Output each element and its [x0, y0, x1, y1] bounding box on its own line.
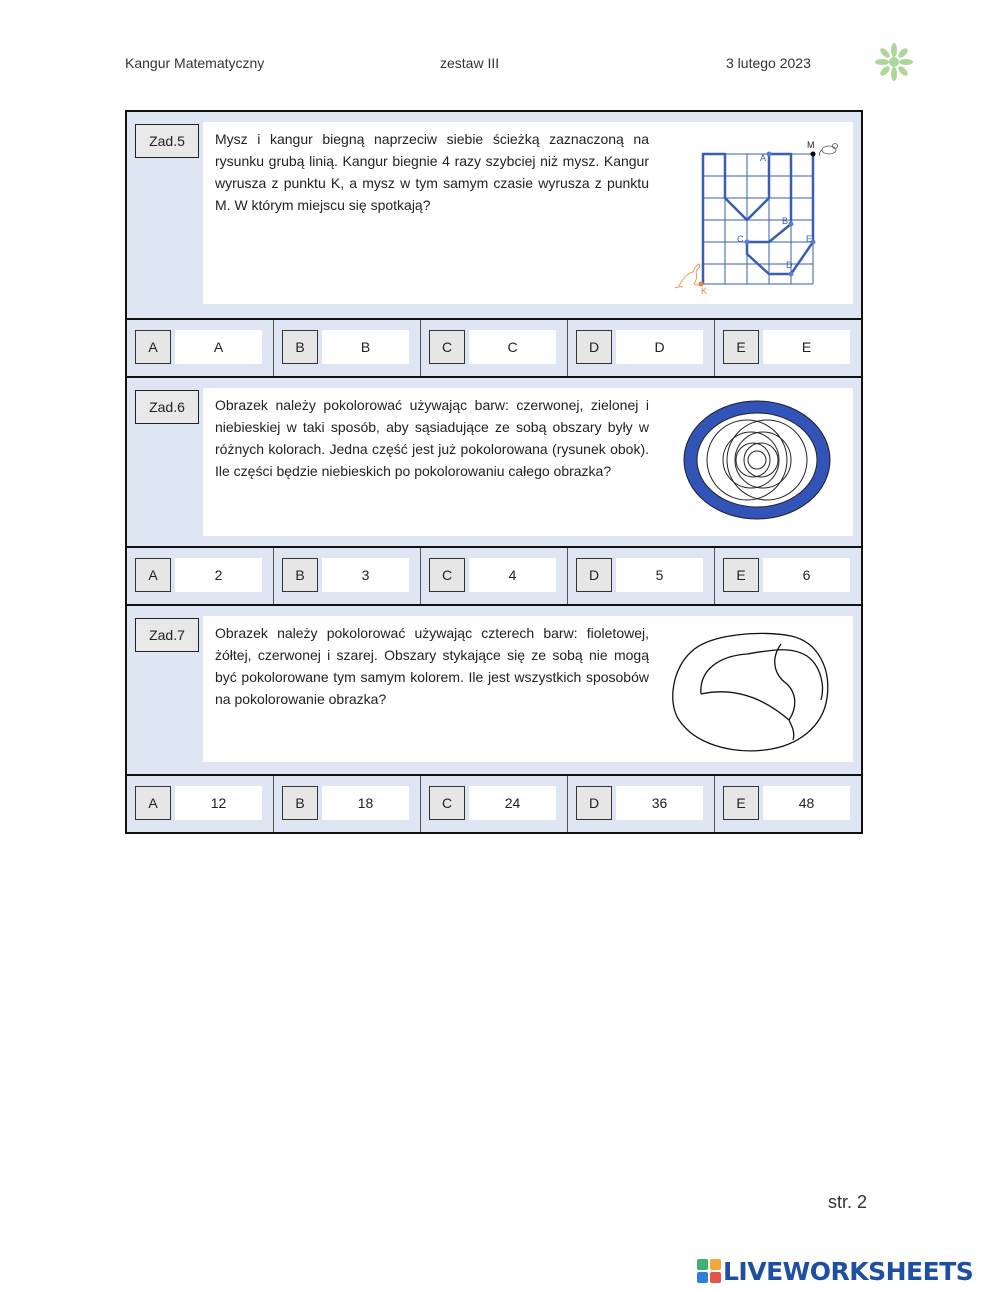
- answer-letter: D: [576, 330, 612, 364]
- answer-value[interactable]: 24: [469, 786, 556, 820]
- liveworksheets-logo-icon: [697, 1259, 721, 1283]
- answer-letter: D: [576, 786, 612, 820]
- answer-option[interactable]: [273, 548, 420, 604]
- answer-value[interactable]: 6: [763, 558, 850, 592]
- header-title: Kangur Matematyczny: [125, 55, 265, 71]
- liveworksheets-logo[interactable]: [697, 1254, 973, 1288]
- task-7-question-box: [203, 616, 853, 762]
- answer-value[interactable]: 3: [322, 558, 409, 592]
- task-6-question-text: Obrazek należy pokolorować używając barw: czerwonej, zielonej i niebieskiej w taki sposób, aby sąsiadujące ze sobą obszary były w różnych kolorach. Jedna część jest już pokolorowana (rysunek obok). Ile części będzie niebieskich po pokolorowaniu całego obrazka?: [215, 397, 649, 479]
- answer-value[interactable]: 36: [616, 786, 703, 820]
- header-date: 3 lutego 2023: [726, 55, 811, 71]
- answer-value[interactable]: 18: [322, 786, 409, 820]
- task-5-label: Zad.5: [135, 124, 199, 158]
- answer-value[interactable]: 2: [175, 558, 262, 592]
- task-5-answers: [127, 318, 861, 376]
- answer-value[interactable]: E: [763, 330, 850, 364]
- leaf-decoration-icon: [872, 40, 916, 84]
- logo-text: LIVEWORKSHEETS: [723, 1256, 974, 1286]
- answer-option[interactable]: [127, 320, 273, 376]
- figure-point-e: E: [806, 234, 813, 244]
- answer-letter: E: [723, 558, 759, 592]
- figure-point-k: K: [701, 286, 708, 294]
- task-6-question-area: [127, 378, 861, 546]
- answer-letter: D: [576, 558, 612, 592]
- answer-option[interactable]: [714, 548, 861, 604]
- kangaroo-icon: [675, 264, 702, 288]
- answer-letter: E: [723, 330, 759, 364]
- answer-letter: A: [135, 558, 171, 592]
- task-5-question-text: Mysz i kangur biegną naprzeciw siebie ścieżką zaznaczoną na rysunku grubą linią. Kangur biegnie 4 razy szybciej niż mysz. Kangur wyrusza z punktu K, a mysz w tym samym czasie wyrusza z punktu M. W którym miejscu się spotkają?: [215, 131, 649, 213]
- answer-letter: A: [135, 786, 171, 820]
- answer-option[interactable]: [714, 320, 861, 376]
- answer-letter: B: [282, 330, 318, 364]
- figure-point-d: D: [786, 260, 793, 270]
- answer-option[interactable]: [567, 320, 714, 376]
- answer-value[interactable]: B: [322, 330, 409, 364]
- answer-value[interactable]: 4: [469, 558, 556, 592]
- task-6: [127, 378, 861, 606]
- task-6-rings-figure: [681, 398, 833, 522]
- answer-option[interactable]: [127, 548, 273, 604]
- header-set: zestaw III: [440, 55, 500, 71]
- answer-letter: B: [282, 558, 318, 592]
- task-7-question-area: [127, 606, 861, 774]
- task-5-path-figure: [673, 134, 848, 294]
- figure-point-c: C: [737, 234, 744, 244]
- page-number: str. 2: [828, 1192, 868, 1212]
- answer-value[interactable]: D: [616, 330, 703, 364]
- answer-option[interactable]: [420, 776, 567, 832]
- answer-letter: E: [723, 786, 759, 820]
- mouse-icon: [819, 144, 837, 157]
- answer-option[interactable]: [567, 776, 714, 832]
- answer-letter: C: [429, 558, 465, 592]
- answer-option[interactable]: [273, 320, 420, 376]
- task-5-question-area: [127, 112, 861, 318]
- answer-option[interactable]: [127, 776, 273, 832]
- task-7: [127, 606, 861, 832]
- task-6-label: Zad.6: [135, 390, 199, 424]
- answer-letter: C: [429, 786, 465, 820]
- task-5: [127, 112, 861, 378]
- answer-option[interactable]: [273, 776, 420, 832]
- figure-point-m: M: [807, 140, 815, 150]
- answer-value[interactable]: 48: [763, 786, 850, 820]
- answer-option[interactable]: [420, 320, 567, 376]
- figure-point-b: B: [782, 216, 789, 226]
- answer-value[interactable]: 12: [175, 786, 262, 820]
- answer-value[interactable]: 5: [616, 558, 703, 592]
- task-6-answers: [127, 546, 861, 604]
- task-5-question-box: [203, 122, 853, 304]
- answer-letter: A: [135, 330, 171, 364]
- task-7-question-text: Obrazek należy pokolorować używając czterech barw: fioletowej, żółtej, czerwonej i szarej. Obszary stykające się ze sobą nie mogą być pokolorowane tym samym kolorem. Ile jest wszystkich sposobów na pokolorowanie obrazka?: [215, 625, 649, 707]
- task-6-question-box: [203, 388, 853, 536]
- answer-value[interactable]: A: [175, 330, 262, 364]
- answer-letter: B: [282, 786, 318, 820]
- answer-option[interactable]: [714, 776, 861, 832]
- task-7-answers: [127, 774, 861, 832]
- worksheet: [125, 110, 863, 834]
- task-7-regions-figure: [669, 628, 831, 754]
- answer-option[interactable]: [420, 548, 567, 604]
- answer-value[interactable]: C: [469, 330, 556, 364]
- answer-letter: C: [429, 330, 465, 364]
- task-7-label: Zad.7: [135, 618, 199, 652]
- figure-point-a: A: [760, 153, 767, 163]
- answer-option[interactable]: [567, 548, 714, 604]
